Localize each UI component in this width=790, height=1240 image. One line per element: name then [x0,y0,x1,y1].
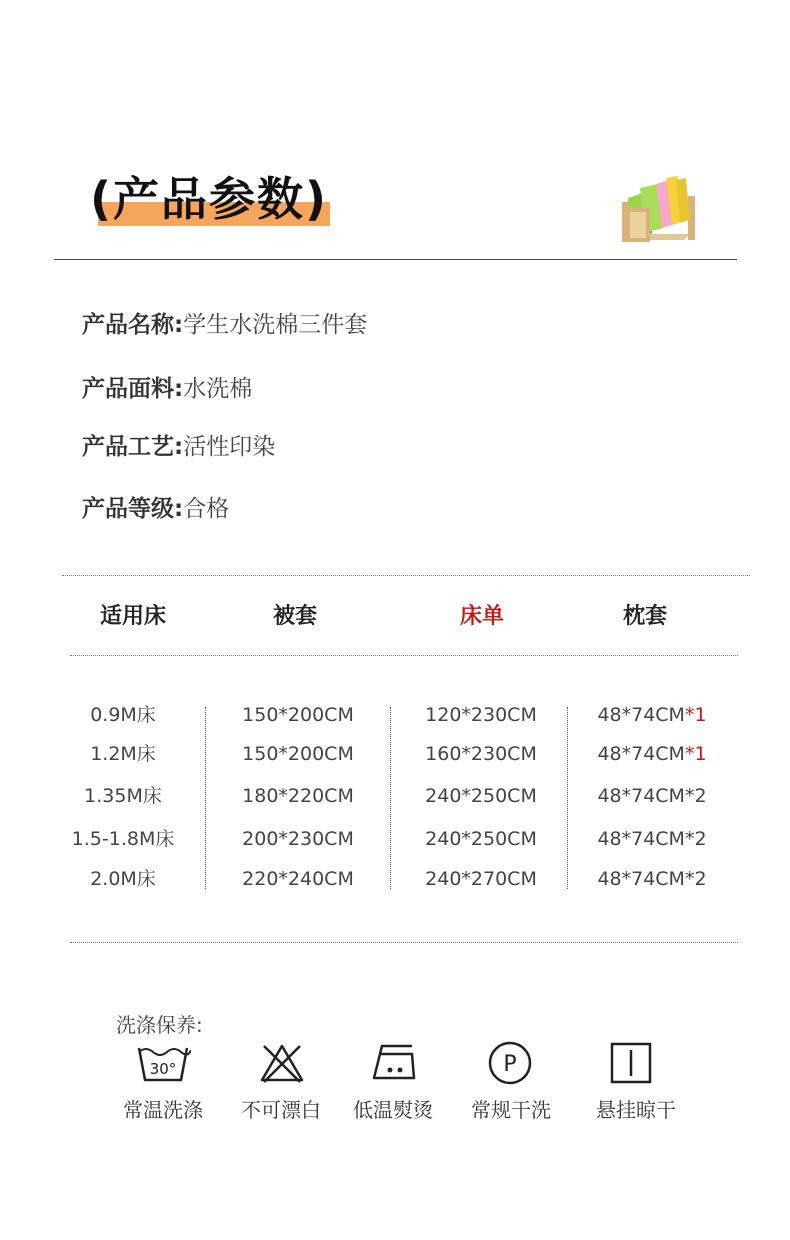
cell-sheet-size: 240*270CM [425,868,537,890]
spec-value: 活性印染 [183,434,276,460]
line-dry-icon [604,1040,660,1086]
pillow-size-text: 48*74CM*2 [597,828,707,850]
pillow-qty: *1 [684,743,707,765]
care-label-line-dry: 悬挂晾干 [596,1098,676,1122]
header-duvet-cover: 被套 [272,604,317,629]
cell-duvet-size: 150*200CM [242,743,354,765]
spec-label: 产品名称: [82,312,184,338]
cell-duvet-size: 180*220CM [242,785,354,807]
pillow-size-text: 48*74CM [597,704,685,726]
header-bed-size: 适用床 [99,604,166,629]
pillow-size-text: 48*74CM [597,743,685,765]
header-pillowcase: 枕套 [622,604,667,629]
cell-duvet-size: 220*240CM [242,868,354,890]
pillow-qty: *1 [684,704,707,726]
title-divider [54,259,737,260]
care-label-dry-clean: 常规干洗 [471,1098,551,1122]
cell-pillow-size [572,867,732,891]
care-label-wash: 常温洗涤 [123,1098,203,1122]
spec-label: 产品等级: [82,496,184,522]
cell-bed-size: 1.35M床 [84,785,162,807]
spec-label: 产品工艺: [82,434,184,460]
wash-30-icon [135,1040,191,1086]
care-label-no-bleach: 不可漂白 [241,1098,321,1122]
spec-product-name [82,310,367,340]
cell-bed-size: 1.2M床 [90,743,156,765]
spec-label: 产品面料: [82,376,184,402]
spec-grade [82,494,229,524]
care-label-iron: 低温熨烫 [353,1098,433,1122]
cell-sheet-size: 160*230CM [425,743,537,765]
cell-pillow-size [572,742,732,766]
spec-process [82,432,275,462]
header-bed-sheet: 床单 [459,604,504,629]
pillow-size-text: 48*74CM*2 [597,868,707,890]
cell-pillow-size [572,703,732,727]
cell-duvet-size: 200*230CM [242,828,354,850]
dry-clean-p-icon [482,1040,538,1086]
table-top-rule [62,575,750,576]
section-title [90,168,328,234]
books-icon [618,172,700,246]
wash-temp-text: 30° [149,1060,177,1078]
dry-clean-p-letter: P [503,1052,517,1077]
table-bottom-rule [70,942,738,943]
table-header-rule [70,655,738,656]
cell-bed-size: 2.0M床 [90,868,156,890]
pillow-size-text: 48*74CM*2 [597,785,707,807]
spec-value: 学生水洗棉三件套 [183,312,368,338]
cell-pillow-size [572,784,732,808]
column-divider [205,707,206,889]
spec-value: 合格 [183,496,230,522]
column-divider [390,707,391,889]
cell-sheet-size: 240*250CM [425,828,537,850]
cell-bed-size: 0.9M床 [90,704,156,726]
cell-pillow-size [572,827,732,851]
no-bleach-icon [254,1040,310,1086]
cell-bed-size: 1.5-1.8M床 [71,828,175,850]
spec-value: 水洗棉 [183,376,253,402]
care-title: 洗涤保养: [116,1013,203,1037]
page-title: (产品参数) [90,172,329,226]
column-divider [567,707,568,889]
iron-low-icon [366,1040,422,1086]
cell-sheet-size: 240*250CM [425,785,537,807]
cell-duvet-size: 150*200CM [242,704,354,726]
spec-fabric [82,374,252,404]
cell-sheet-size: 120*230CM [425,704,537,726]
